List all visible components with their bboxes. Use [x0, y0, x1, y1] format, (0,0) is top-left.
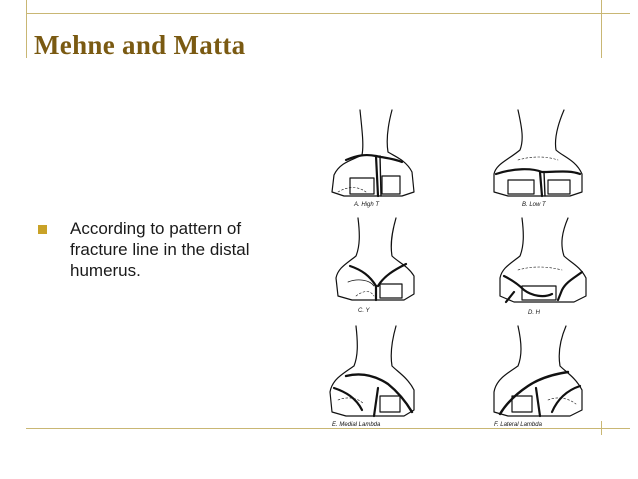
- left-rule: [26, 0, 27, 58]
- panel-label-lateral-lambda: F. Lateral Lambda: [494, 422, 542, 428]
- panel-label-h: D. H: [528, 310, 540, 316]
- fracture-pattern-figure: [318, 100, 614, 430]
- panel-label-medial-lambda: E. Medial Lambda: [332, 422, 381, 428]
- top-rule: [26, 13, 630, 14]
- panel-low-t: [494, 110, 582, 196]
- panel-label-low-t: B. Low T: [522, 202, 546, 208]
- fracture-diagram: [318, 100, 614, 430]
- right-rule: [601, 0, 602, 58]
- panel-label-high-t: A. High T: [354, 202, 380, 208]
- panel-lateral-lambda: [494, 326, 582, 416]
- slide-title: Mehne and Matta: [34, 30, 246, 60]
- panel-high-t: [332, 110, 414, 196]
- panel-label-y: C. Y: [358, 308, 370, 314]
- bullet-item: [38, 218, 288, 281]
- panel-y: [336, 218, 414, 300]
- square-bullet-icon: [38, 225, 47, 234]
- bullet-text: According to pattern of fracture line in the distal humerus.: [70, 219, 250, 280]
- panel-medial-lambda: [330, 326, 414, 416]
- panel-h: [500, 218, 586, 302]
